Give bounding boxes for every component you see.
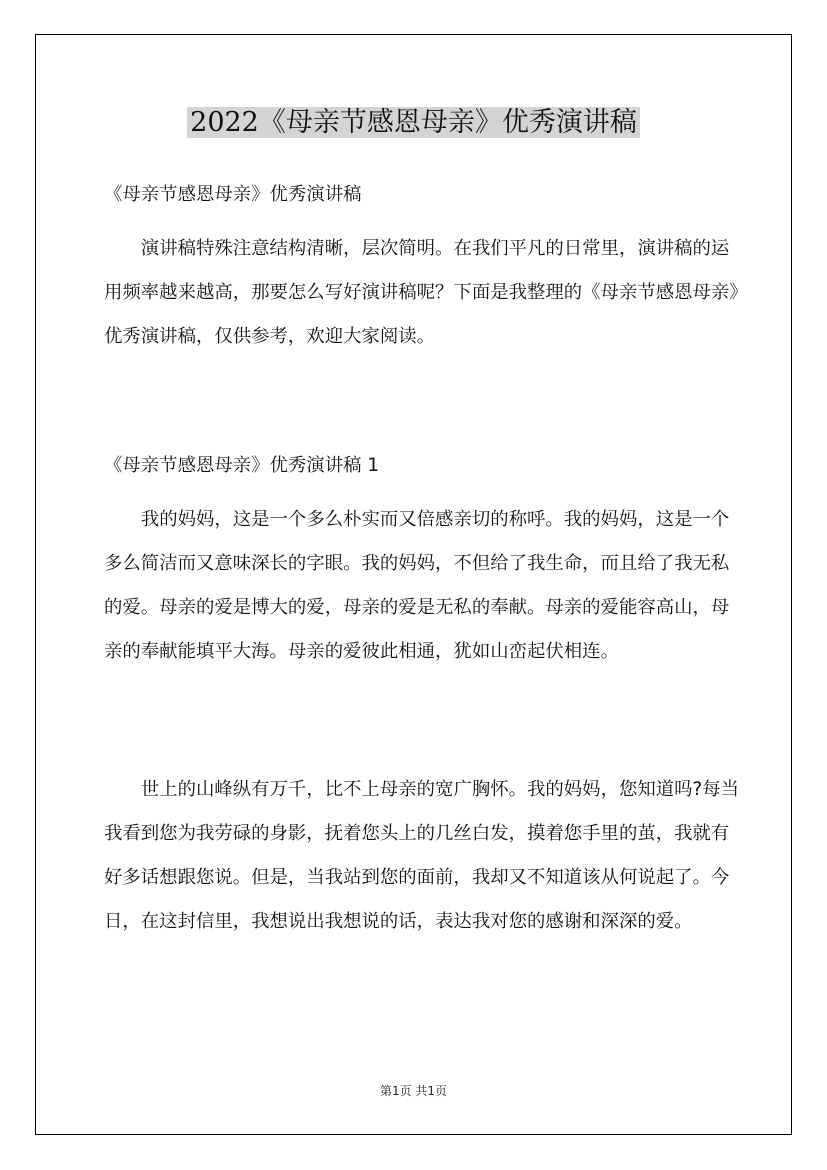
body-paragraph-1: 我的妈妈，这是一个多么朴实而又倍感亲切的称呼。我的妈妈，这是一个多么简洁而又意味深长的字眼。我的妈妈，不但给了我生命，而且给了我无私的爱。母亲的爱是博大的爱，母亲的爱是无私的奉献。母亲的爱能容高山，母亲的奉献能填平大海。母亲的爱彼此相通，犹如山峦起伏相连。 [104,509,730,662]
document-subtitle: 《母亲节感恩母亲》优秀演讲稿 [104,184,362,205]
page-number-footer: 第1页 共1页 [379,1084,448,1098]
body-paragraph-2: 世上的山峰纵有万千，比不上母亲的宽广胸怀。我的妈妈，您知道吗?每当我看到您为我劳碌的身影，抚着您头上的几丝白发，摸着您手里的茧，我就有好多话想跟您说。但是，当我站到您的面前，我却又不知道该从何说起了。今日，在这封信里，我想说出我想说的话，表达我对您的感谢和深深的爱。 [104,779,740,932]
section-heading: 《母亲节感恩母亲》优秀演讲稿 1 [104,455,380,476]
intro-paragraph: 演讲稿特殊注意结构清晰，层次简明。在我们平凡的日常里，演讲稿的运用频率越来越高，那要怎么写好演讲稿呢？下面是我整理的《母亲节感恩母亲》优秀演讲稿，仅供参考，欢迎大家阅读。 [104,238,739,347]
document-title: 2022《母亲节感恩母亲》优秀演讲稿 [0,103,827,143]
